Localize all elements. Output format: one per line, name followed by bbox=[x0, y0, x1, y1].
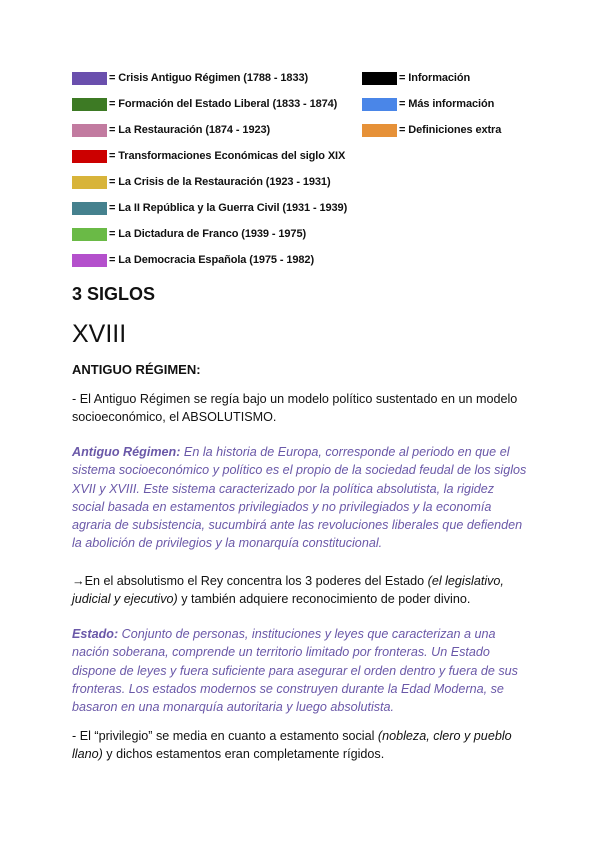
legend-item-dictadura-franco bbox=[72, 226, 306, 242]
color-swatch bbox=[362, 98, 397, 111]
legend-label: = La Restauración (1874 - 1923) bbox=[109, 124, 271, 136]
legend-item-mas-informacion bbox=[362, 96, 494, 112]
definition-term: Antiguo Régimen: bbox=[72, 445, 181, 459]
legend-label: = La II República y la Guerra Civil (1931 - 1939) bbox=[109, 202, 348, 214]
paragraph-poderes-rey bbox=[72, 572, 528, 609]
legend-label: = La Democracia Española (1975 - 1982) bbox=[109, 254, 315, 266]
legend-row bbox=[72, 174, 552, 200]
text-segment: →En el absolutismo el Rey concentra los 3 poderes del Estado bbox=[72, 574, 428, 588]
legend-label: = Crisis Antiguo Régimen (1788 - 1833) bbox=[109, 72, 309, 84]
legend-row bbox=[72, 148, 552, 174]
color-swatch bbox=[362, 72, 397, 85]
century-title: XVIII bbox=[72, 320, 127, 348]
legend-item-estado-liberal bbox=[72, 96, 337, 112]
definition-antiguo-regimen bbox=[72, 443, 528, 553]
legend-label: = Más información bbox=[399, 98, 495, 110]
definition-text: En la historia de Europa, corresponde al periodo en que el sistema socioeconómico y político es el propio de la sociedad feudal de los siglos XVII y XVIII. Este sistema caracterizado por la política absolutista, la rigidez social basada en estamentos privilegiados y no privilegiados y la economía agraria de subsistencia, sucumbirá ante las revoluciones liberales que defienden la abolición de privilegios y la monarquía constitucional. bbox=[72, 445, 527, 551]
legend-label: = Formación del Estado Liberal (1833 - 1874) bbox=[109, 98, 338, 110]
color-swatch bbox=[72, 72, 107, 85]
paragraph-absolutismo: - El Antiguo Régimen se regía bajo un modelo político sustentado en un modelo socioeconómico, el ABSOLUTISMO. bbox=[72, 392, 518, 425]
section-title: ANTIGUO RÉGIMEN: bbox=[72, 362, 201, 377]
definition-estado bbox=[72, 625, 528, 716]
page-heading: 3 SIGLOS bbox=[72, 284, 156, 304]
color-legend bbox=[72, 70, 552, 278]
legend-item-segunda-republica bbox=[72, 200, 347, 216]
legend-item-democracia bbox=[72, 252, 314, 268]
legend-label: = La Dictadura de Franco (1939 - 1975) bbox=[109, 228, 307, 240]
color-swatch bbox=[72, 176, 107, 189]
definition-term: Estado: bbox=[72, 627, 119, 641]
legend-row bbox=[72, 226, 552, 252]
legend-row bbox=[72, 122, 552, 148]
legend-item-crisis-restauracion bbox=[72, 174, 331, 190]
color-swatch bbox=[72, 228, 107, 241]
legend-row bbox=[72, 96, 552, 122]
color-swatch bbox=[72, 202, 107, 215]
legend-item-restauracion bbox=[72, 122, 270, 138]
italic-segment: (el legislativo, judicial y ejecutivo) bbox=[72, 574, 504, 607]
legend-item-informacion bbox=[362, 70, 470, 86]
legend-label: = Definiciones extra bbox=[399, 124, 502, 136]
legend-item-crisis-antiguo-regimen bbox=[72, 70, 308, 86]
legend-label: = Información bbox=[399, 72, 471, 84]
legend-item-definiciones-extra bbox=[362, 122, 501, 138]
color-swatch bbox=[362, 124, 397, 137]
italic-segment: (nobleza, clero y pueblo llano) bbox=[72, 729, 512, 762]
text-segment: y también adquiere reconocimiento de poder divino. bbox=[177, 592, 471, 607]
legend-item-transformaciones-economicas bbox=[72, 148, 345, 164]
color-swatch bbox=[72, 254, 107, 267]
legend-row bbox=[72, 70, 552, 96]
color-swatch bbox=[72, 98, 107, 111]
text-segment: y dichos estamentos eran completamente rígidos. bbox=[102, 747, 385, 762]
color-swatch bbox=[72, 124, 107, 137]
legend-row bbox=[72, 200, 552, 226]
legend-row bbox=[72, 252, 552, 278]
paragraph-privilegio bbox=[72, 727, 528, 764]
legend-label: = Transformaciones Económicas del siglo XIX bbox=[109, 150, 346, 162]
legend-label: = La Crisis de la Restauración (1923 - 1931) bbox=[109, 176, 331, 188]
text-segment: - El “privilegio” se media en cuanto a estamento social bbox=[72, 729, 378, 743]
color-swatch bbox=[72, 150, 107, 163]
definition-text: Conjunto de personas, instituciones y leyes que caracterizan a una nación soberana, comprende un territorio limitado por fronteras. Un Estado dispone de leyes y fuera suficiente para asegurar el orden dentro y fuera de sus fronteras. Los estados modernos se construyen durante la Edad Moderna, se basaron en una monarquía autoritaria y luego absolutista. bbox=[72, 627, 518, 715]
